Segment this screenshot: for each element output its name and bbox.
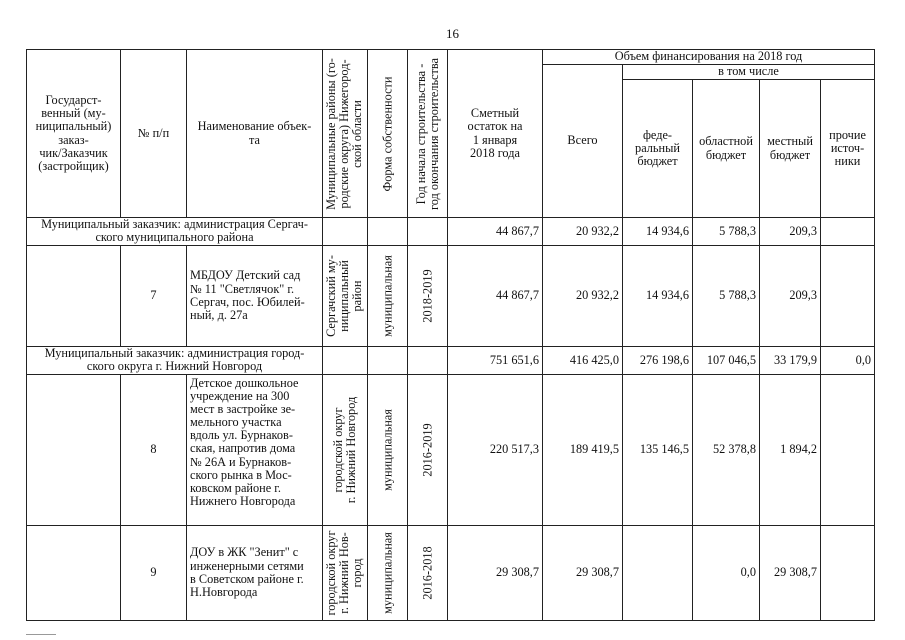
page-edge-mark [26,634,56,635]
row-years: 2016-2018 [408,526,448,621]
group-title: Муниципальный заказчик: администрация Сергач- ского муниципального района [27,218,323,246]
group-regional: 107 046,5 [693,347,760,375]
row-local: 209,3 [760,246,821,347]
table-row [27,246,875,347]
row-name: Детское дошкольное учреждение на 300 мест в застройке зе- мельного участка вдоль ул. Бурнаков- ская, напротив дома № 26А и Бурнаков- ского рынка в Мос- ковском районе г. Нижнего Новгорода [187,375,323,526]
row-district: городской округ г. Нижний Нов- город [323,526,368,621]
row-years: 2018-2019 [408,246,448,347]
header-including: в том числе [623,65,875,80]
group-row [27,347,875,375]
row-other [821,526,875,621]
row-num: 8 [121,375,187,526]
row-total: 20 932,2 [543,246,623,347]
row-federal [623,526,693,621]
row-other [821,375,875,526]
row-local: 1 894,2 [760,375,821,526]
group-regional: 5 788,3 [693,218,760,246]
row-federal: 135 146,5 [623,375,693,526]
header-federal: феде- ральный бюджет [623,80,693,218]
row-total: 29 308,7 [543,526,623,621]
header-num: № п/п [121,50,187,218]
group-other [821,218,875,246]
row-balance: 29 308,7 [448,526,543,621]
row-num: 9 [121,526,187,621]
row-total: 189 419,5 [543,375,623,526]
header-district: Муниципальные районы (го- родские округа) Нижегород- ской области [323,50,368,218]
row-balance: 44 867,7 [448,246,543,347]
row-name: МБДОУ Детский сад № 11 "Светлячок" г. Сергач, пос. Юбилей- ный, д. 27а [187,246,323,347]
row-balance: 220 517,3 [448,375,543,526]
page-number: 16 [446,26,459,41]
row-regional: 5 788,3 [693,246,760,347]
row-ownership: муниципальная [368,375,408,526]
row-local: 29 308,7 [760,526,821,621]
row-ownership: муниципальная [368,246,408,347]
header-years: Год начала строительства - год окончания строительства [408,50,448,218]
group-local: 33 179,9 [760,347,821,375]
group-total: 416 425,0 [543,347,623,375]
group-federal: 14 934,6 [623,218,693,246]
row-regional: 52 378,8 [693,375,760,526]
header-customer: Государст- венный (му- ниципальный) заказ- чик/Заказчик (застройщик) [27,50,121,218]
row-ownership: муниципальная [368,526,408,621]
group-balance: 751 651,6 [448,347,543,375]
group-other: 0,0 [821,347,875,375]
row-regional: 0,0 [693,526,760,621]
header-regional: областной бюджет [693,80,760,218]
table-row [27,526,875,621]
group-title: Муниципальный заказчик: администрация город- ского округа г. Нижний Новгород [27,347,323,375]
row-district: Сергачский му- ниципальный район [323,246,368,347]
header-name: Наименование объек- та [187,50,323,218]
row-other [821,246,875,347]
header-funding-title: Объем финансирования на 2018 год [543,50,875,65]
header-other: прочие источ- ники [821,80,875,218]
header-local: местный бюджет [760,80,821,218]
row-name: ДОУ в ЖК "Зенит" с инженерными сетями в Советском районе г. Н.Новгорода [187,526,323,621]
header-balance: Сметный остаток на 1 января 2018 года [448,50,543,218]
header-total: Всего [543,65,623,218]
group-local: 209,3 [760,218,821,246]
group-row [27,218,875,246]
table-row [27,375,875,526]
group-balance: 44 867,7 [448,218,543,246]
group-total: 20 932,2 [543,218,623,246]
row-years: 2016-2019 [408,375,448,526]
header-ownership: Форма собственности [368,50,408,218]
investment-table [26,49,875,621]
row-district: городской округ г. Нижний Новгород [323,375,368,526]
row-federal: 14 934,6 [623,246,693,347]
row-num: 7 [121,246,187,347]
group-federal: 276 198,6 [623,347,693,375]
